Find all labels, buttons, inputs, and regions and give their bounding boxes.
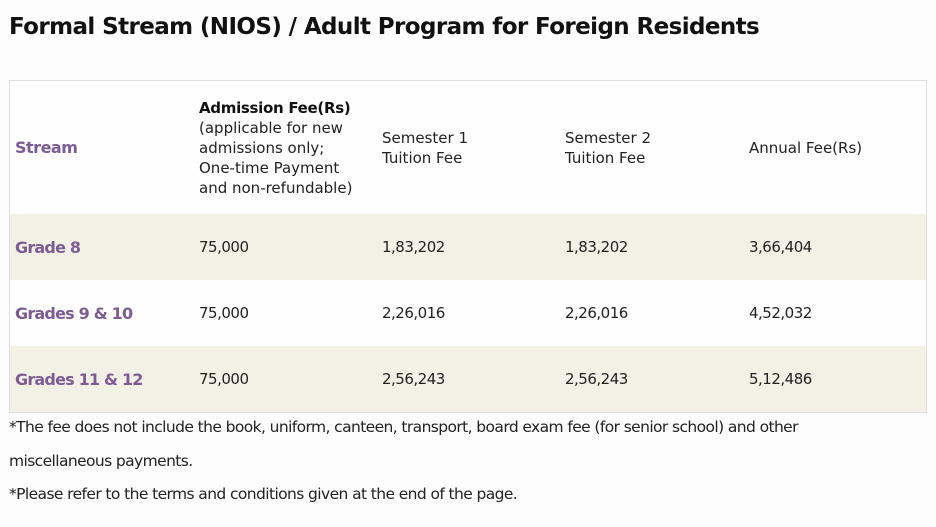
fee-table-container: [9, 80, 927, 413]
header-annual-fee: Annual Fee(Rs): [749, 138, 863, 157]
table-row: [10, 346, 926, 412]
row-stream: Grades 9 & 10: [15, 303, 133, 323]
header-stream: Stream: [15, 137, 78, 157]
row-annual: 3,66,404: [749, 238, 812, 256]
row-semester2: 2,56,243: [565, 370, 628, 388]
header-semester2: [560, 81, 744, 214]
header-admission-title: Admission Fee(Rs): [199, 98, 351, 117]
row-stream: Grade 8: [15, 237, 81, 257]
row-annual: 5,12,486: [749, 370, 812, 388]
header-admission-fee: [194, 81, 377, 214]
footnote-fee-exclusions-cont: miscellaneous payments.: [9, 452, 193, 470]
row-admission: 75,000: [199, 370, 249, 388]
table-header-row: [10, 81, 926, 214]
row-semester1: 2,26,016: [382, 304, 445, 322]
row-annual: 4,52,032: [749, 304, 812, 322]
page-title: Formal Stream (NIOS) / Adult Program for Foreign Residents: [9, 14, 760, 40]
row-semester2: 1,83,202: [565, 238, 628, 256]
fee-table: [10, 81, 926, 412]
header-semester1-label: Semester 1 Tuition Fee: [382, 128, 468, 167]
row-semester1: 2,56,243: [382, 370, 445, 388]
row-semester1: 1,83,202: [382, 238, 445, 256]
footnote-fee-exclusions: *The fee does not include the book, uniform, canteen, transport, board exam fee (for senior school) and other: [9, 418, 798, 436]
row-admission: 75,000: [199, 304, 249, 322]
row-stream: Grades 11 & 12: [15, 369, 143, 389]
table-row: [10, 214, 926, 280]
row-admission: 75,000: [199, 238, 249, 256]
row-semester2: 2,26,016: [565, 304, 628, 322]
table-row: [10, 280, 926, 346]
header-admission-note: (applicable for new admissions only; One-time Payment and non-refundable): [199, 118, 353, 197]
footnote-terms: *Please refer to the terms and conditions given at the end of the page.: [9, 485, 518, 503]
header-semester2-label: Semester 2 Tuition Fee: [565, 128, 651, 167]
header-semester1: [377, 81, 560, 214]
